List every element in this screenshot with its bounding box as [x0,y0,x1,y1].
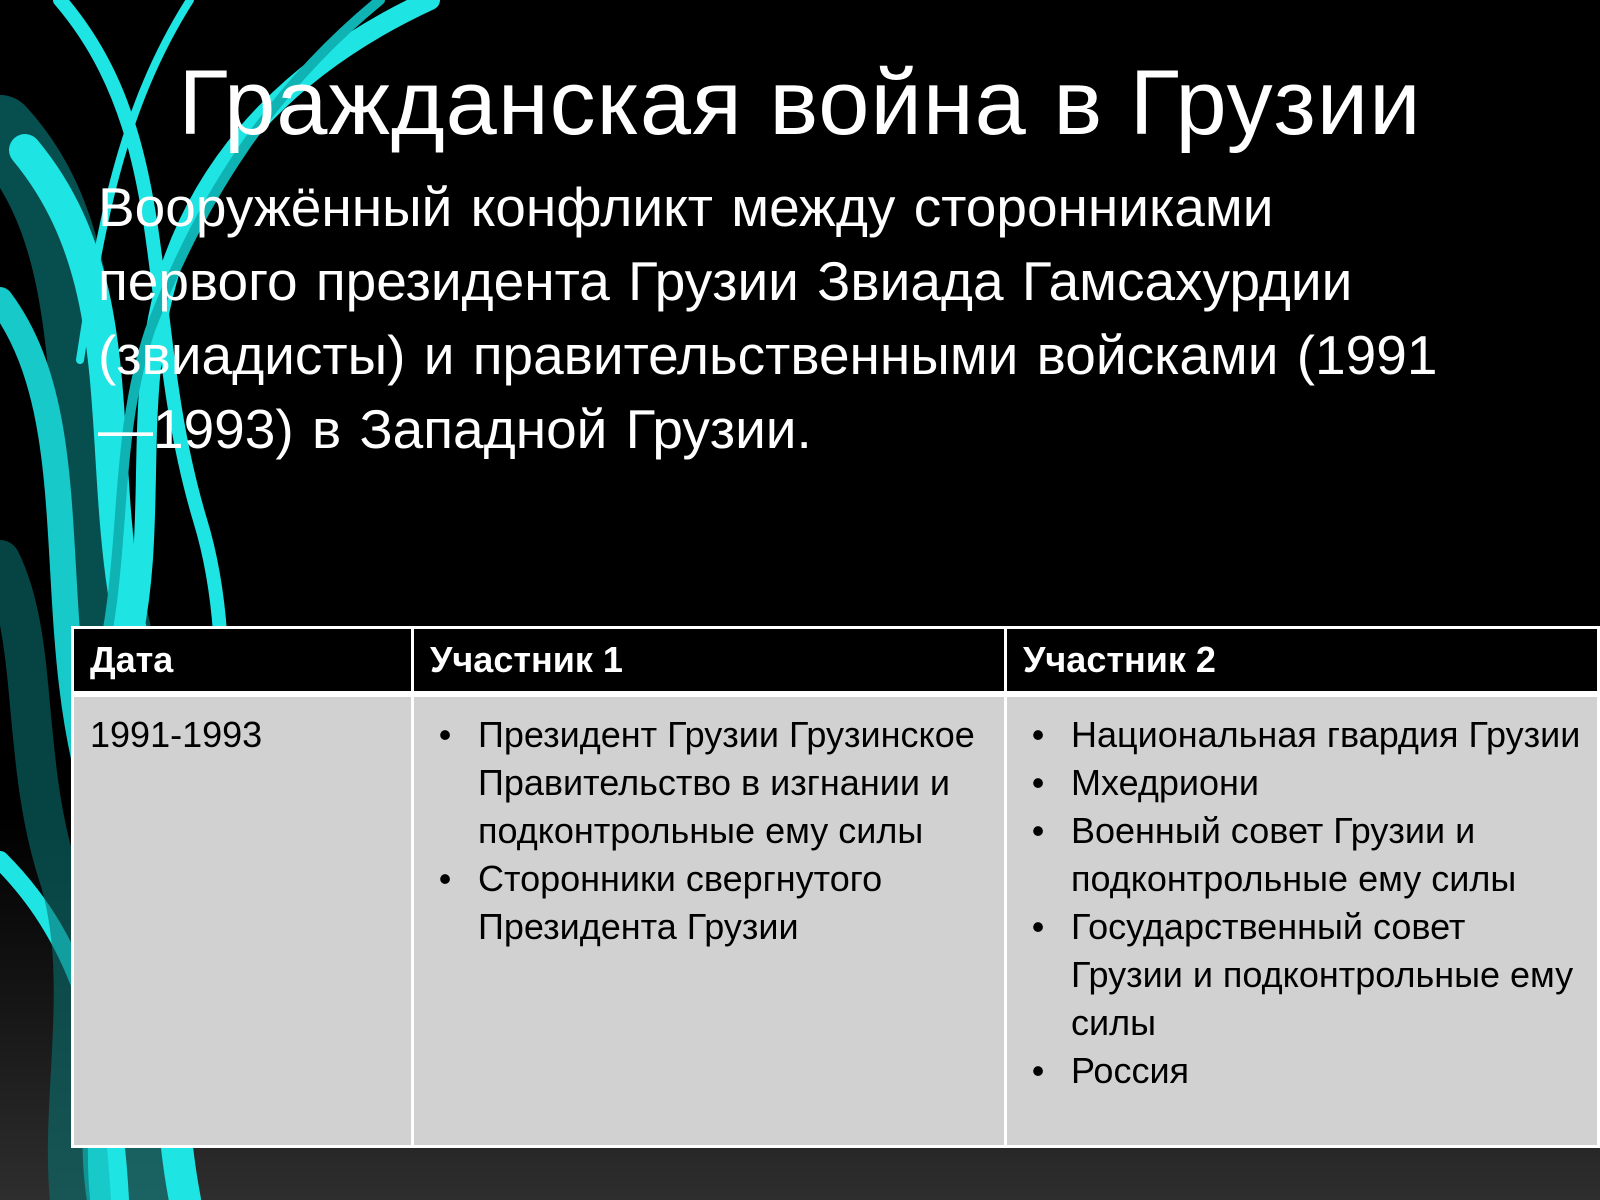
bullet-dot-icon: • [1031,906,1045,947]
participant-2-item: Военный совет Грузии и подконтрольные ему силы [1071,810,1517,899]
participant-2-list [1023,711,1581,1095]
list-item [1023,711,1581,759]
conflict-table [71,626,1600,1148]
bullet-dot-icon: • [438,858,452,899]
header-date: Дата [73,628,413,695]
conflict-table-container [71,626,1597,1148]
header-participant-2: Участник 2 [1006,628,1599,695]
participant-2-item: Мхедриони [1071,762,1259,803]
cell-participant-1 [413,694,1006,1147]
intro-paragraph: Вооружённый конфликт между сторонниками первого президента Грузии Звиада Гамсахурдии (звиадисты) и правительственными войсками (1991—1993) в Западной Грузии. [98,176,1438,460]
bullet-dot-icon: • [1031,714,1045,755]
bullet-dot-icon: • [438,714,452,755]
participant-2-item: Национальная гвардия Грузии [1071,714,1581,755]
header-participant-1: Участник 1 [413,628,1006,695]
cell-date: 1991-1993 [73,694,413,1147]
list-item [1023,903,1581,1047]
bullet-dot-icon: • [1031,810,1045,851]
bullet-dot-icon: • [1031,762,1045,803]
participant-2-item: Государственный совет Грузии и подконтрольные ему силы [1071,906,1574,1043]
participant-1-list [430,711,988,951]
table-header-row [73,628,1599,695]
list-item [1023,1047,1581,1095]
participant-2-item: Россия [1071,1050,1190,1091]
list-item [1023,759,1581,807]
participant-1-item: Сторонники свергнутого Президента Грузии [478,858,883,947]
list-item [430,855,988,951]
cell-participant-2 [1006,694,1599,1147]
slide-title: Гражданская война в Грузии [178,52,1422,154]
list-item [1023,807,1581,903]
list-item [430,711,988,855]
participant-1-item: Президент Грузии Грузинское Правительство в изгнании и подконтрольные ему силы [478,714,975,851]
table-row [73,694,1599,1147]
bullet-dot-icon: • [1031,1050,1045,1091]
